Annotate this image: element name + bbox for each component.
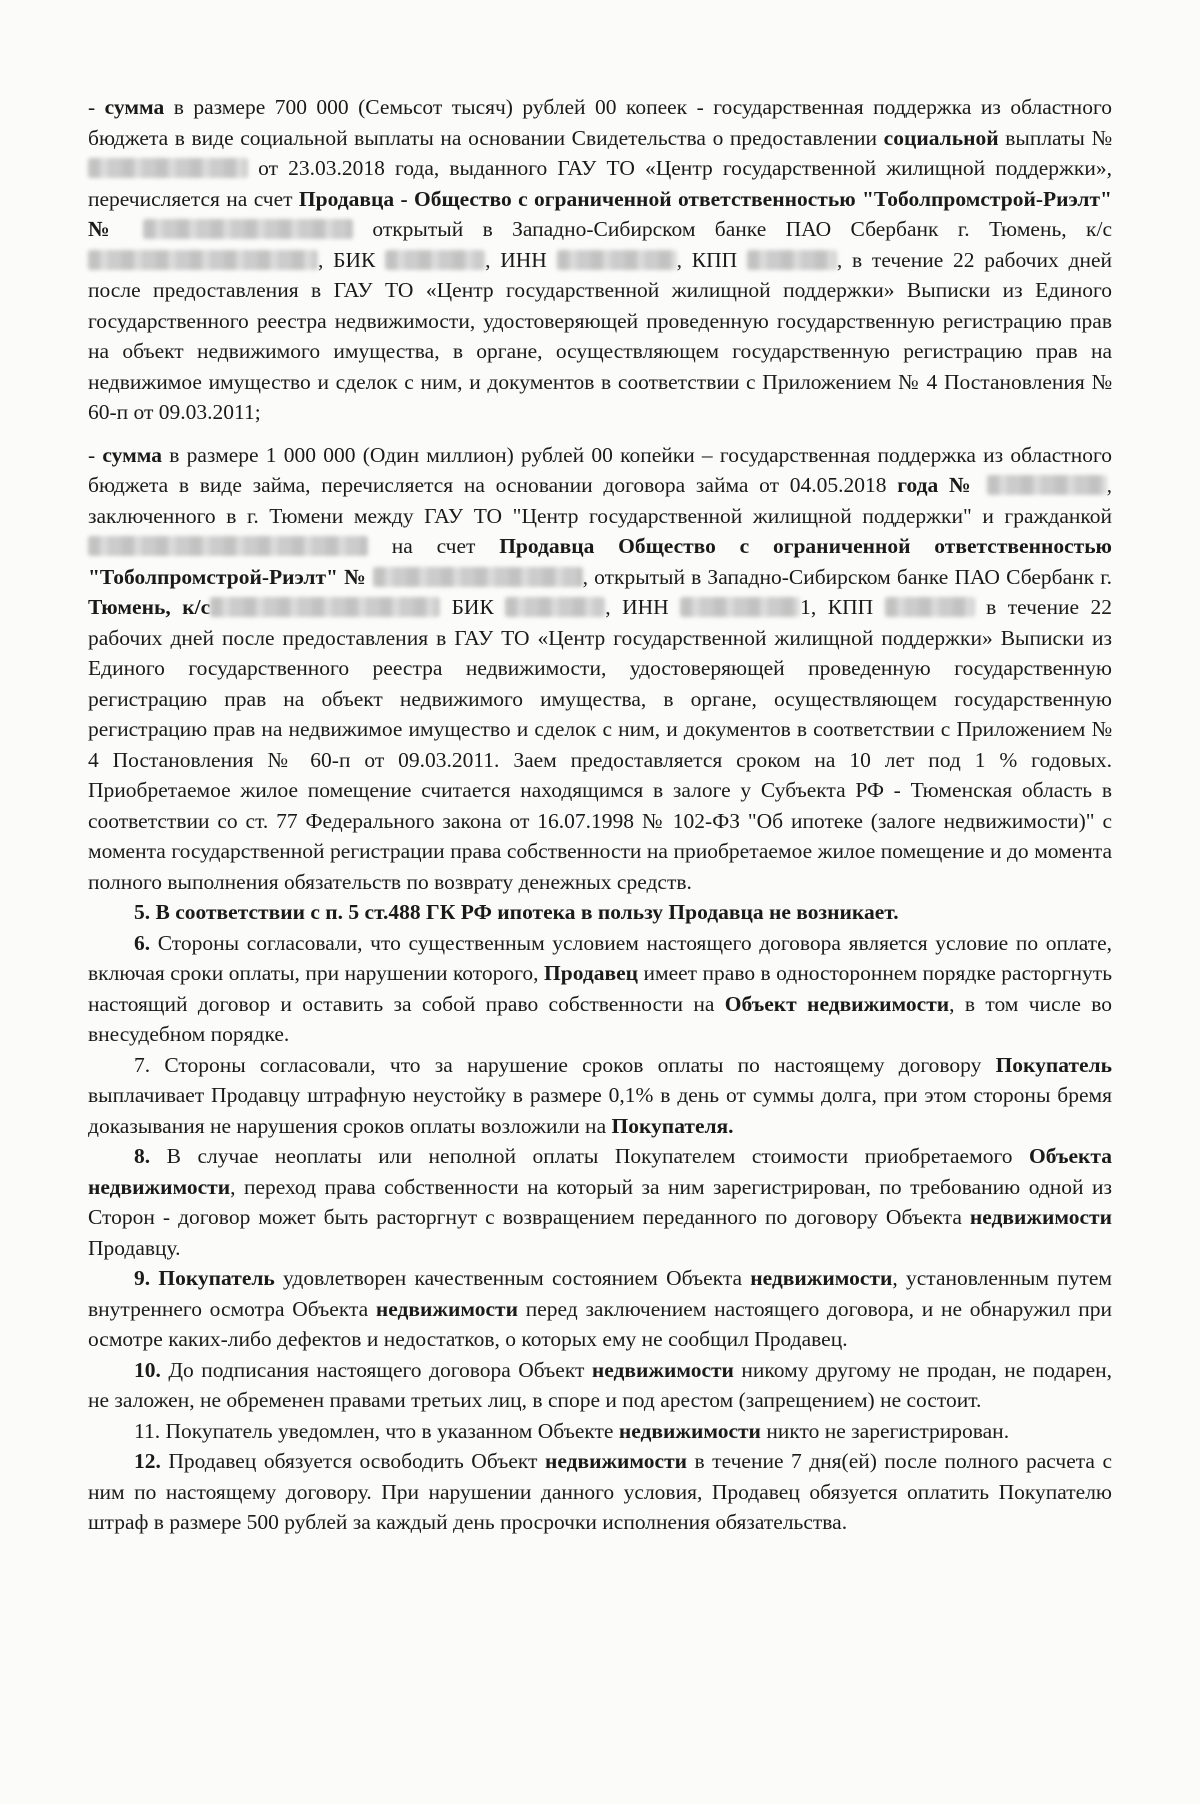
clause-8 — [88, 1141, 1112, 1263]
redacted-account-number — [143, 219, 353, 239]
text: удовлетворен качественным состоянием Объекта — [274, 1266, 751, 1290]
text: , переход права собственности на который за ним зарегистрирован, по требованию одной из Сторон - договор может быть расторгнут с возвращением переданного по договору Объекта — [88, 1174, 1112, 1229]
text: никому другому не продан, не подарен, не заложен, не обременен правами третьих лиц, в споре и под арестом (запрещением) не состоит. — [88, 1357, 1112, 1412]
text: Стороны согласовали, что за нарушение сроков оплаты по настоящему договору — [150, 1052, 996, 1077]
text: открытый в Западно-Сибирском банке ПАО Сбербанк г. Тюмень, к/с — [352, 217, 1112, 241]
text: выплачивает Продавцу штрафную неустойку в размере 0,1% в день от суммы долга, при этом стороны бремя доказывания не нарушения сроков оплаты возложили на — [88, 1083, 1112, 1138]
bold-term: недвижимости — [750, 1266, 893, 1290]
bold-term: недвижимости — [591, 1357, 734, 1382]
text: никто не зарегистрирован. — [760, 1418, 1010, 1443]
text: , заключенного в г. Тюмени между ГАУ ТО "Центр государственной жилищной поддержки" и гражданкой — [88, 473, 1113, 528]
text: , ИНН — [605, 595, 681, 619]
redacted-bik — [505, 597, 605, 617]
clause-number: 9. — [134, 1266, 151, 1290]
bold-term: недвижимости — [375, 1296, 519, 1321]
text: выплаты № — [998, 125, 1112, 150]
text: имеет право в одностороннем порядке расторгнуть настоящий договор и оставить за собой право собственности на — [88, 961, 1113, 1016]
clause-11 — [88, 1416, 1112, 1447]
paragraph-subsidy — [88, 92, 1112, 428]
seller-name: Продавца Общество с ограниченной ответственностью "Тоболпромстрой-Риэлт" № — [88, 534, 1112, 589]
text: , БИК — [318, 247, 386, 272]
text: В случае неоплаты или неполной оплаты Покупателем стоимости приобретаемого — [150, 1144, 1030, 1168]
text: , установленным путем внутреннего осмотра Объекта — [88, 1266, 1112, 1321]
redacted-bik — [385, 250, 485, 270]
bullet: - — [88, 442, 103, 467]
text: в размере 700 000 (Семьсот тысяч) рублей 00 копеек - государственная поддержка из областного бюджета в виде социальной выплаты на основании Свидетельства о предоставлении — [88, 95, 1112, 150]
clause-6 — [88, 928, 1112, 1050]
clause-number: 10. — [134, 1357, 161, 1382]
text: , ИНН — [485, 247, 557, 272]
bold-term: социальной — [883, 125, 999, 150]
clause-7 — [88, 1050, 1112, 1142]
redacted-inn — [557, 250, 677, 270]
clause-number: 8. — [134, 1144, 151, 1168]
bold-term: Тюмень, к/с — [88, 595, 211, 619]
text: 1, КПП — [800, 595, 885, 619]
bold-term: Объекта недвижимости — [88, 1144, 1112, 1199]
redacted-certificate-number — [88, 158, 248, 178]
bold-term: Продавец — [544, 961, 638, 985]
text: в течение 7 дня(ей) после полного расчета с ним по настоящему договору. При нарушении данного условия, Продавец обязуется оплатить Покупателю штраф в размере 500 рублей за каждый день просрочки исполнения обязательства. — [88, 1449, 1112, 1534]
bold-term: года № — [897, 473, 976, 497]
clause-10 — [88, 1355, 1112, 1416]
redacted-correspondent-account — [88, 250, 318, 270]
bold-term: сумма — [104, 95, 165, 119]
bullet: - — [88, 95, 105, 119]
seller-name: Продавца - Общество с ограниченной ответственностью "Тоболпромстрой-Риэлт" № — [88, 186, 1112, 241]
text: в течение 22 рабочих дней после предоставления в ГАУ ТО «Центр государственной жилищной поддержки» Выписки из Единого государственного реестра недвижимости, удостоверяющей проведенную государственную регистрацию прав на объект недвижимого имущества, в органе, осуществляющем государственную регистрацию прав на недвижимое имущество и сделок с ним, и документов в соответствии с Приложением № 4 Постановления № 60-п от 09.03.2011. Заем предоставляется сроком на 10 лет под 1 % годовых. Приобретаемое жилое помещение считается находящимся в залоге у Субъекта РФ - Тюменская область в соответствии со ст. 77 Федерального закона от 16.07.1998 № 102-ФЗ "Об ипотеке (залоге недвижимости)" с момента государственной регистрации права собственности на приобретаемое жилое помещение и до момента полного выполнения обязательств по возврату денежных средств. — [88, 595, 1112, 894]
text: , в том числе во внесудебном порядке. — [88, 991, 1112, 1046]
text: от 23.03.2018 года, выданного ГАУ ТО «Центр государственной жилищной поддержки», перечисляется на счет — [88, 156, 1112, 211]
text: , в течение 22 рабочих дней после предоставления в ГАУ ТО «Центр государственной жилищной поддержки» Выписки из Единого государственного реестра недвижимости, удостоверяющей проведенную государственную регистрацию прав на объект недвижимого имущества, в органе, осуществляющем государственную регистрацию прав на недвижимое имущество и сделок с ним, и документов в соответствии с Приложением № 4 Постановления № 60-п от 09.03.2011; — [88, 247, 1113, 424]
text: перед заключением настоящего договора, и не обнаружил при осмотре каких-либо дефектов и недостатков, о которых ему не сообщил Продавец. — [88, 1296, 1112, 1351]
text: Покупатель уведомлен, что в указанном Объекте — [160, 1418, 619, 1443]
paragraph-loan — [88, 440, 1112, 898]
text — [976, 473, 987, 497]
text: БИК — [440, 595, 506, 619]
clause-number: 12. — [134, 1449, 161, 1473]
redacted-citizen-name — [88, 536, 368, 556]
text: на счет — [368, 534, 500, 558]
clause-number: 6. — [134, 930, 151, 955]
bold-term: Объект недвижимости — [724, 991, 950, 1016]
redacted-correspondent-account — [210, 597, 440, 617]
bold-term: Покупатель — [150, 1266, 275, 1290]
bold-term: недвижимости — [618, 1418, 761, 1443]
text: в размере 1 000 000 (Один миллион) рублей 00 копейки – государственная поддержка из областного бюджета в виде займа, перечисляется на основании договора займа от 04.05.2018 — [88, 442, 1112, 497]
text: Продавцу. — [88, 1235, 181, 1260]
bold-term: сумма — [102, 442, 163, 467]
redacted-inn — [680, 597, 800, 617]
text: Стороны согласовали, что существенным условием настоящего договора является условие по оплате, включая сроки оплаты, при нарушении которого, — [88, 930, 1112, 985]
clause-12 — [88, 1446, 1112, 1538]
bold-term: Покупателя. — [611, 1113, 734, 1138]
text: До подписания настоящего договора Объект — [160, 1357, 592, 1382]
bold-term: недвижимости — [969, 1205, 1112, 1229]
redacted-account-number — [373, 567, 583, 587]
clause-9 — [88, 1263, 1112, 1355]
contract-text — [88, 92, 1112, 1538]
text: , КПП — [676, 247, 747, 272]
redacted-kpp — [885, 597, 975, 617]
redacted-kpp — [747, 250, 837, 270]
clause-number: 7. — [134, 1052, 151, 1077]
bold-term: Покупатель — [995, 1052, 1112, 1077]
text: Продавец обязуется освободить Объект — [160, 1449, 545, 1473]
bold-term: недвижимости — [544, 1449, 688, 1473]
redacted-loan-number — [987, 475, 1107, 495]
text: , открытый в Западно-Сибирском банке ПАО Сбербанк г. — [582, 564, 1112, 589]
clause-5: 5. В соответствии с п. 5 ст.488 ГК РФ ипотека в пользу Продавца не возникает. — [134, 900, 899, 924]
clause-number: 11. — [134, 1418, 161, 1443]
